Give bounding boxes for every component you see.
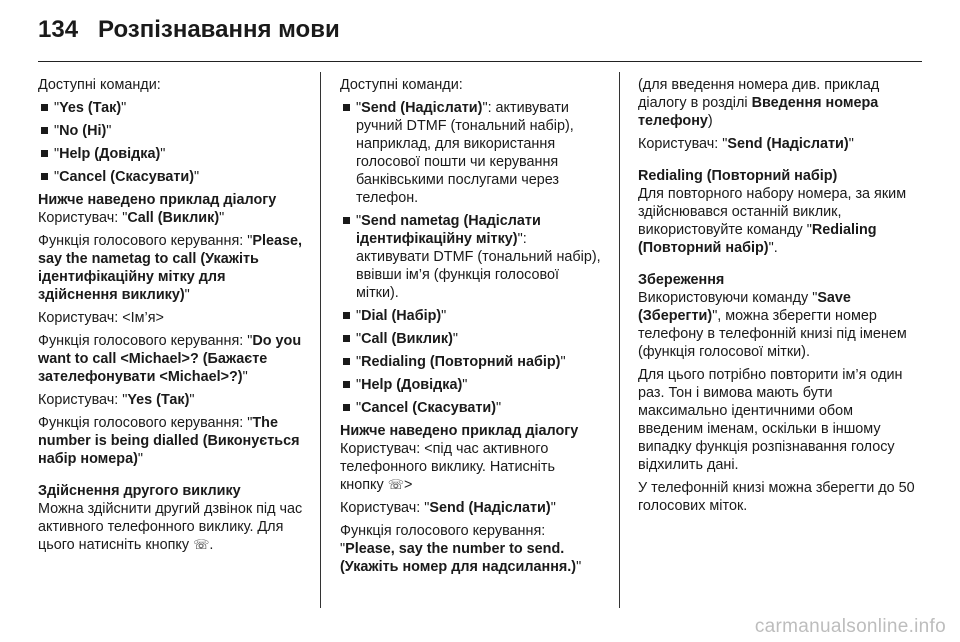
column-2: [340, 76, 602, 581]
bullet-icon: [343, 404, 350, 411]
section-heading: Здійснення другого виклику: [38, 483, 241, 499]
command-list: [340, 99, 602, 417]
list-item: "Redialing (Повторний набір)": [340, 353, 602, 371]
dialog-line: Функція голосового керування: "The number is being dialled (Виконується набір номера)": [38, 415, 300, 467]
phone-icon: ☏: [193, 537, 210, 552]
command-list: [38, 99, 304, 186]
list-item: "Cancel (Скасувати)": [38, 168, 304, 186]
list-item: "Send (Надіслати)": активувати ручний DTMF (тональний набір), наприклад, для використання голосової пошти чи керування банківськими послугами через телефон.: [340, 99, 602, 207]
column-divider: [320, 72, 321, 608]
list-item: "Cancel (Скасувати)": [340, 399, 602, 417]
example-heading: Нижче наведено приклад діалогу: [38, 192, 277, 208]
section-text: Для цього потрібно повторити ім’я один раз. Тон і вимова мають бути максимально ідентичними обом введеним іменам, оскільки в іншому випадку функція розпізнавання голосу відхилить дані.: [638, 367, 903, 473]
list-item: "Call (Виклик)": [340, 330, 602, 348]
section-text: Можна здійснити другий дзвінок під час активного телефонного виклику. Для цього натисніть кнопку ☏.: [38, 501, 303, 553]
dialog-line: Користувач: "Send (Надіслати)": [638, 136, 854, 152]
bullet-icon: [343, 217, 350, 224]
column-3: [638, 76, 922, 520]
section-text: Для повторного набору номера, за яким здійснювався останній виклик, використовуйте команду "Redialing (Повторний набір)".: [638, 186, 907, 256]
section-heading: Redialing (Повторний набір): [638, 168, 838, 184]
dialog-line: Користувач: "Send (Надіслати)": [340, 500, 556, 516]
bullet-icon: [41, 150, 48, 157]
list-item: "Send nametag (Надіслати ідентифікаційну мітку)": активувати DTMF (тональний набір), ввівши ім’я (функція голосової мітки).: [340, 212, 602, 302]
bullet-icon: [41, 127, 48, 134]
dialog-line: Користувач: "Yes (Так)": [38, 392, 195, 408]
bullet-icon: [41, 173, 48, 180]
section-text: У телефонній книзі можна зберегти до 50 голосових міток.: [638, 480, 915, 514]
section-heading: Збереження: [638, 272, 725, 288]
watermark: carmanualsonline.info: [754, 616, 946, 637]
page-number: 134: [38, 16, 79, 43]
dialog-line: Користувач: "Call (Виклик)": [38, 210, 225, 226]
bullet-icon: [343, 335, 350, 342]
bullet-icon: [343, 312, 350, 319]
continued-text: (для введення номера див. приклад діалогу в розділі Введення номера телефону): [638, 77, 880, 129]
section-text: Використовуючи команду "Save (Зберегти)", можна зберегти номер телефону в телефонній книзі під іменем (функція голосової мітки).: [638, 290, 907, 360]
phone-icon: ☏: [387, 477, 404, 492]
bullet-icon: [41, 104, 48, 111]
column-divider: [619, 72, 620, 608]
page-header: [38, 16, 340, 48]
list-item: "Help (Довідка)": [38, 145, 304, 163]
list-item: "Dial (Набір)": [340, 307, 602, 325]
dialog-line: Користувач: <під час активного телефонного виклику. Натисніть кнопку ☏>: [340, 441, 555, 493]
list-item: "Yes (Так)": [38, 99, 304, 117]
dialog-line: Функція голосового керування: "Please, say the number to send. (Укажіть номер для надсилання.)": [340, 523, 582, 575]
bullet-icon: [343, 381, 350, 388]
header-rule: [38, 61, 922, 62]
dialog-line: Функція голосового керування: "Do you want to call <Michael>? (Бажаєте зателефонувати <Michael>?)": [38, 333, 302, 385]
bullet-icon: [343, 358, 350, 365]
dialog-line: Функція голосового керування: "Please, say the nametag to call (Укажіть ідентифікаційну мітку для здійснення виклику)": [38, 233, 302, 303]
example-heading: Нижче наведено приклад діалогу: [340, 423, 579, 439]
list-item: "Help (Довідка)": [340, 376, 602, 394]
column-1: [38, 76, 304, 559]
commands-intro: Доступні команди:: [38, 77, 161, 93]
commands-intro: Доступні команди:: [340, 77, 463, 93]
dialog-line: Користувач: <Ім’я>: [38, 310, 164, 326]
list-item: "No (Ні)": [38, 122, 304, 140]
bullet-icon: [343, 104, 350, 111]
page-title: Розпізнавання мови: [98, 16, 340, 43]
